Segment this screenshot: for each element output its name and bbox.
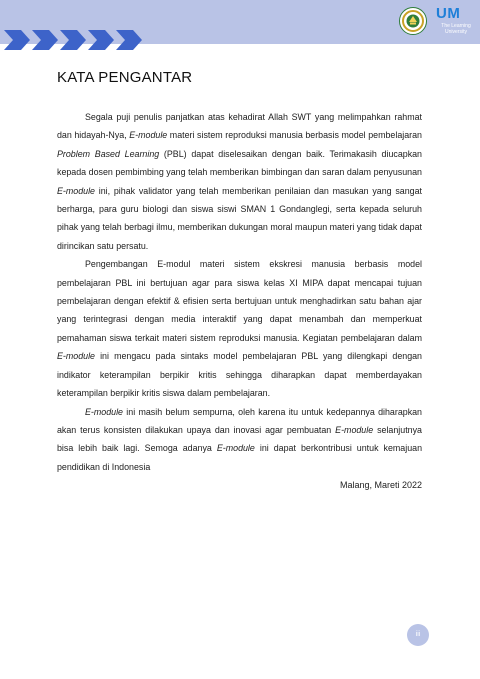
text-run: Segala puji penulis panjatkan atas kehadirat Allah SWT yang melimpahkan rahmat dan hidayah-Nya, [57,112,422,141]
chevron-icon [116,30,142,50]
text-run-italic: E-module [335,424,374,435]
text-run-italic: E-module [216,443,255,454]
document-body [57,108,422,476]
um-logo-tagline: The Learning University [441,23,471,35]
text-run: ini dapat berkontribusi untuk kemajuan pendidikan di Indonesia [57,443,423,472]
text-run: (PBL) dapat diselesaikan dengan baik. Terimakasih diucapkan kepada dosen pembimbing yang telah memberikan bimbingan dan saran dalam penyusunan [57,148,422,178]
chevron-icon [4,30,30,50]
page-number-badge: iii [407,624,429,646]
chevron-icon [32,30,58,50]
chevron-arrows-decoration [4,29,144,51]
text-run: ini, pihak validator yang telah memberikan penilaian dan masukan yang sangat berharga, para guru biologi dan siswa siswi SMAN 1 Gondanglegi, serta kepada seluruh pihak yang telah berbagi ilmu, memberikan dukungan moral maupun materi yang tidak dapat dirincikan satu persatu. [57,185,422,251]
text-run: materi sistem reproduksi manusia berbasis model pembelajaran [167,130,422,141]
text-run-italic: E-module [129,130,168,141]
um-logo [434,6,474,38]
university-seal-icon [399,7,427,35]
paragraph-3 [57,403,422,477]
chevron-icon [88,30,114,50]
paragraph-2 [57,255,422,402]
chevron-icon [60,30,86,50]
text-run: ini masih belum sempurna, oleh karena itu untuk kedepannya diharapkan akan terus konsisten dilakukan upaya dan inovasi agar pembuatan [57,406,422,435]
text-run: Pengembangan E-modul materi sistem ekskresi manusia berbasis model pembelajaran PBL ini bertujuan agar para siswa kelas XI MIPA dapat mencapai tujuan pembelajaran dengan efektif & efisien serta bertujuan untuk menghadirkan satu bahan ajar yang terintegrasi dengan media interaktif yang dapat menambah dan memperkuat pemahaman siswa terkait materi sistem reproduksi manusia. Kegiatan pembelajaran dalam [57,259,422,343]
text-run-italic: E-module [57,351,95,362]
text-run: selanjutnya bisa lebih baik lagi. Semoga adanya [57,424,422,454]
text-run-italic: E-module [85,406,123,417]
signature-date: Malang, Mareti 2022 [339,480,422,490]
um-logo-mark: UM [436,5,461,22]
text-run: ini mengacu pada sintaks model pembelajaran PBL yang dilengkapi dengan indikator keterampilan berpikir kritis sehingga diharapkan dapat memberdayakan keterampilan berpikir kritis siswa dalam pembelajaran. [57,351,422,399]
page-title: KATA PENGANTAR [57,69,193,86]
paragraph-1 [57,108,422,255]
text-run-italic: Problem Based Learning [57,148,160,159]
text-run-italic: E-module [57,185,95,196]
